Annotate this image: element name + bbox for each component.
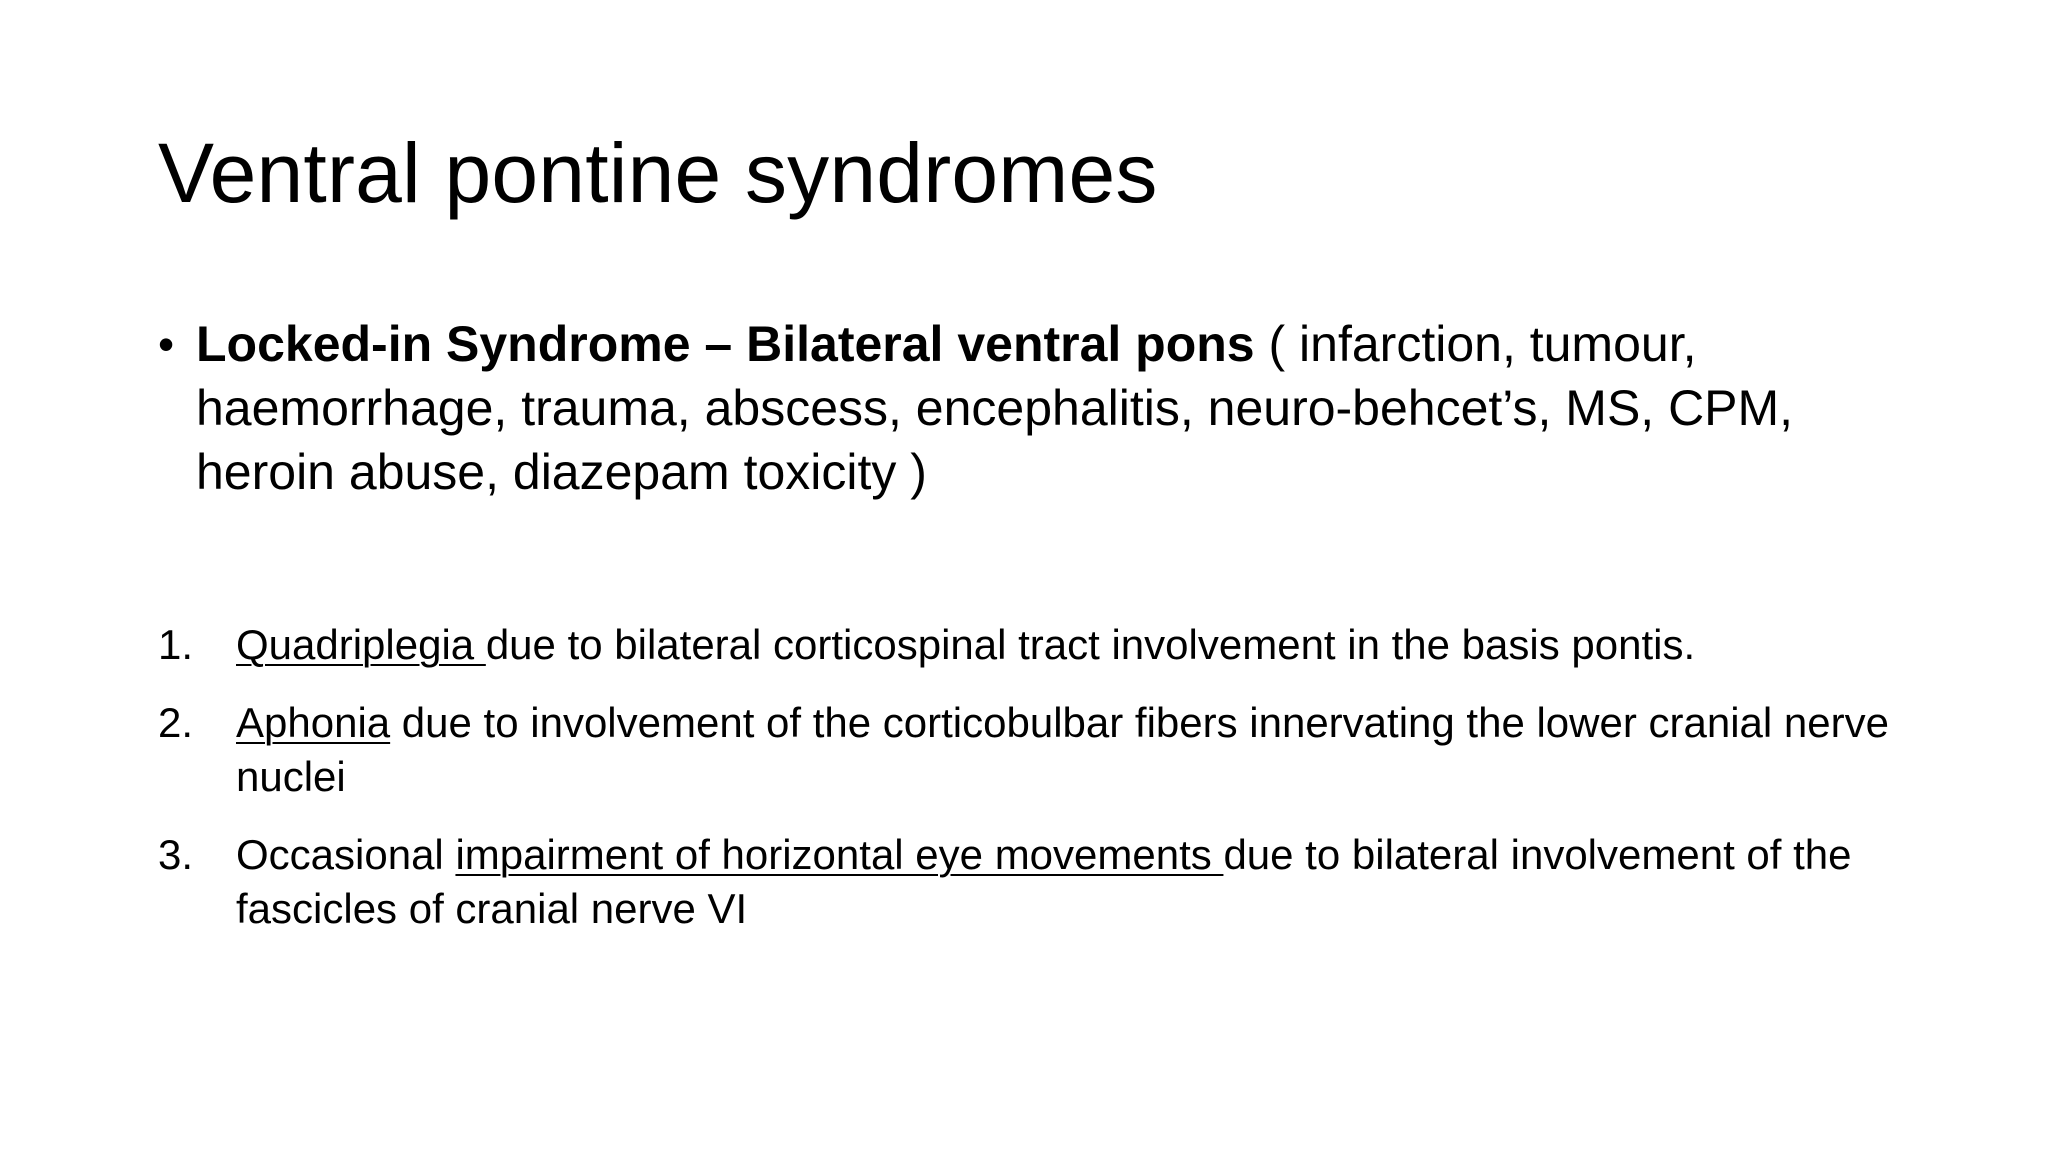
list-item-post: due to bilateral involvement of the fascicles of cranial nerve VI (236, 831, 1852, 932)
bullet-marker: • (158, 318, 175, 370)
list-item-post: due to involvement of the corticobulbar fibers innervating the lower cranial nerve nuclei (236, 699, 1889, 800)
list-item-text (236, 828, 1918, 936)
list-number: 2. (158, 699, 194, 746)
list-item-text (236, 696, 1918, 804)
bullet-list (158, 312, 1878, 504)
list-item-underlined: Aphonia (236, 699, 391, 746)
list-item (158, 696, 1918, 804)
list-item (158, 828, 1918, 936)
numbered-list (158, 618, 1918, 960)
list-item-pre: Occasional (236, 831, 456, 878)
list-item (158, 618, 1918, 672)
bullet-text (196, 312, 1878, 504)
list-item-post: due to bilateral corticospinal tract involvement in the basis pontis. (485, 621, 1696, 668)
list-item-underlined: impairment of horizontal eye movements (455, 831, 1224, 878)
list-item-text (236, 618, 1918, 672)
slide-title: Ventral pontine syndromes (158, 126, 1158, 220)
list-number: 3. (158, 831, 194, 878)
bullet-item (158, 312, 1878, 504)
list-item-underlined: Quadriplegia (236, 621, 486, 668)
bullet-rest-text: ( infarction, tumour, haemorrhage, trauma, abscess, encephalitis, neuro-behcet’s, MS, CPM, heroin abuse, diazepam toxicity ) (196, 316, 1794, 500)
list-number: 1. (158, 621, 194, 668)
bullet-bold-text: Locked-in Syndrome – Bilateral ventral pons (196, 316, 1255, 372)
